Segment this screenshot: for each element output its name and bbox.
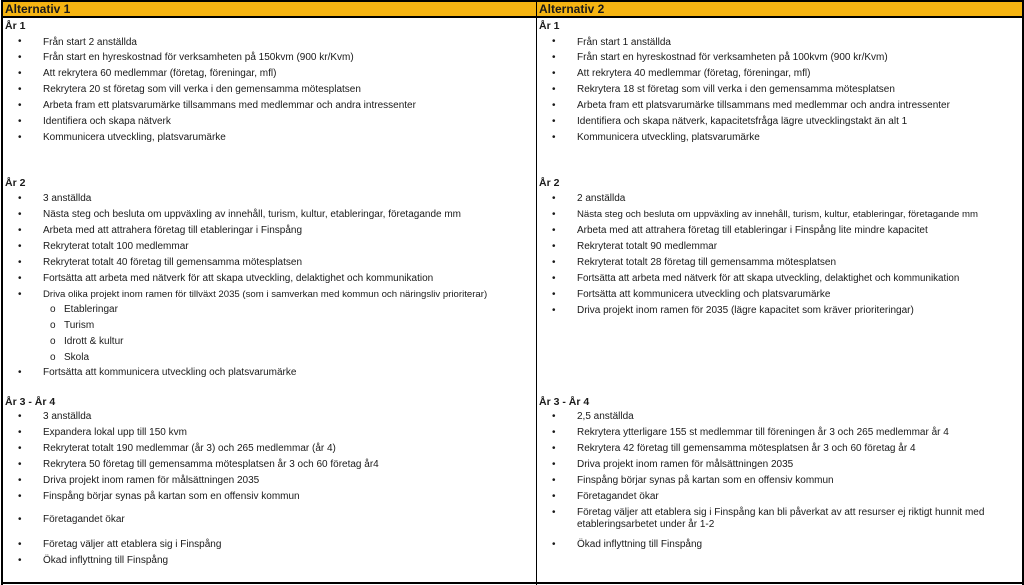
bullet: • (552, 539, 556, 550)
list-item: Rekryterat totalt 28 företag till gemensamma mötesplatsen (577, 257, 837, 268)
list-item: Driva projekt inom ramen för 2035 (lägre kapacitet som kräver prioriteringar) (577, 305, 914, 316)
list-item: Ökad inflyttning till Finspång (577, 539, 703, 550)
bullet: • (18, 273, 22, 284)
sub-list-item: Turism (64, 320, 95, 331)
alt2-year2-heading: År 2 (539, 177, 560, 189)
bullet: • (18, 209, 22, 220)
bullet: • (18, 459, 22, 470)
list-item: Arbeta fram ett platsvarumärke tillsammans med medlemmar och andra intressenter (43, 100, 416, 111)
bullet: • (18, 84, 22, 95)
sub-bullet: o (50, 352, 56, 363)
list-item: Rekryterat totalt 90 medlemmar (577, 241, 718, 252)
list-item: 2 anställda (577, 193, 626, 204)
list-item: Rekrytera 42 företag till gemensamma mötesplatsen år 3 och 60 företag år 4 (577, 443, 916, 454)
sub-bullet: o (50, 336, 56, 347)
bullet: • (18, 193, 22, 204)
alt1-year1-heading: År 1 (5, 20, 26, 32)
sub-list-item: Skola (64, 352, 90, 363)
list-item: Arbeta med att attrahera företag till etableringar i Finspång lite mindre kapacitet (577, 225, 928, 236)
list-item: Rekrytera 50 företag till gemensamma mötesplatsen år 3 och 60 företag år4 (43, 459, 379, 470)
alternative-2-header: Alternativ 2 (537, 0, 1022, 18)
bullet: • (18, 52, 22, 63)
list-item: 3 anställda (43, 411, 92, 422)
bullet: • (552, 443, 556, 454)
bullet: • (552, 459, 556, 470)
bullet: • (552, 257, 556, 268)
bullet: • (18, 132, 22, 143)
list-item: Identifiera och skapa nätverk, kapacitetsfråga lägre utvecklingstakt än alt 1 (577, 116, 908, 127)
list-item: Driva olika projekt inom ramen för tillväxt 2035 (som i samverkan med kommun och näringsliv prioriterar) (43, 289, 488, 300)
bullet: • (18, 411, 22, 422)
list-item: Identifiera och skapa nätverk (43, 116, 171, 127)
table-bottom-border (1, 582, 1024, 584)
bullet: • (552, 273, 556, 284)
list-item: 3 anställda (43, 193, 92, 204)
list-item: Från start en hyreskostnad för verksamheten på 150kvm (900 kr/Kvm) (43, 52, 354, 63)
bullet: • (552, 241, 556, 252)
alt1-year34-heading: År 3 - År 4 (5, 396, 56, 408)
bullet: • (552, 52, 556, 63)
bullet: • (552, 84, 556, 95)
bullet: • (552, 411, 556, 422)
bullet: • (18, 514, 22, 525)
list-item: Rekryterat totalt 100 medlemmar (43, 241, 189, 252)
bullet: • (552, 36, 556, 47)
bullet: • (18, 427, 22, 438)
list-item: Fortsätta att kommunicera utveckling och platsvarumärke (577, 289, 831, 300)
bullet: • (18, 289, 22, 300)
bullet: • (18, 475, 22, 486)
bullet: • (552, 491, 556, 502)
alternative-1-header: Alternativ 1 (3, 0, 536, 18)
bullet: • (18, 555, 22, 566)
bullet: • (552, 427, 556, 438)
list-item: Arbeta med att attrahera företag till etableringar i Finspång (43, 225, 303, 236)
list-item: Rekrytera 20 st företag som vill verka i den gemensamma mötesplatsen (43, 84, 361, 95)
bullet: • (552, 225, 556, 236)
list-item: Från start 2 anställda (43, 37, 137, 48)
list-item: Att rekrytera 40 medlemmar (företag, föreningar, mfl) (577, 68, 811, 79)
list-item: Driva projekt inom ramen för målsättningen 2035 (577, 459, 794, 470)
alt2-year34-heading: År 3 - År 4 (539, 396, 590, 408)
alt2-year1-heading: År 1 (539, 20, 560, 32)
list-item: Kommunicera utveckling, platsvarumärke (43, 132, 226, 143)
list-item: Expandera lokal upp till 150 kvm (43, 427, 187, 438)
bullet: • (18, 225, 22, 236)
bullet: • (552, 68, 556, 79)
list-item: 2,5 anställda (577, 411, 634, 422)
list-item: Fortsätta att arbeta med nätverk för att skapa utveckling, delaktighet och kommunikation (577, 273, 960, 284)
list-item: Arbeta fram ett platsvarumärke tillsammans med medlemmar och andra intressenter (577, 100, 950, 111)
bullet: • (18, 116, 22, 127)
bullet: • (18, 443, 22, 454)
sub-list-item: Etableringar (64, 304, 118, 315)
list-item: Företag väljer att etablera sig i Finspång (43, 539, 222, 550)
list-item: Rekrytera ytterligare 155 st medlemmar till föreningen år 3 och 265 medlemmar år 4 (577, 427, 949, 438)
list-item: Finspång börjar synas på kartan som en offensiv kommun (577, 475, 834, 486)
list-item: Fortsätta att kommunicera utveckling och platsvarumärke (43, 367, 297, 378)
bullet: • (552, 289, 556, 300)
alt1-year2-heading: År 2 (5, 177, 26, 189)
list-item: Företagandet ökar (577, 491, 659, 502)
list-item: Från start en hyreskostnad för verksamheten på 100kvm (900 kr/Kvm) (577, 52, 888, 63)
list-item: Kommunicera utveckling, platsvarumärke (577, 132, 760, 143)
bullet: • (552, 475, 556, 486)
list-item: Ökad inflyttning till Finspång (43, 555, 169, 566)
bullet: • (552, 209, 556, 220)
list-item: Nästa steg och besluta om uppväxling av innehåll, turism, kultur, etableringar, företagande mm (577, 209, 979, 220)
list-item: Nästa steg och besluta om uppväxling av innehåll, turism, kultur, etableringar, företagande mm (43, 209, 462, 220)
bullet: • (552, 305, 556, 316)
list-item: Finspång börjar synas på kartan som en offensiv kommun (43, 491, 300, 502)
bullet: • (552, 193, 556, 204)
list-item: Rekryterat totalt 190 medlemmar (år 3) och 265 medlemmar (år 4) (43, 443, 336, 454)
sub-bullet: o (50, 304, 56, 315)
alternative-2-column (537, 0, 1024, 585)
list-item: Rekryterat totalt 40 företag till gemensamma mötesplatsen (43, 257, 303, 268)
bullet: • (18, 257, 22, 268)
bullet: • (552, 100, 556, 111)
bullet: • (18, 100, 22, 111)
sub-list-item: Idrott & kultur (64, 336, 124, 347)
list-item: Fortsätta att arbeta med nätverk för att skapa utveckling, delaktighet och kommunikation (43, 273, 434, 284)
alternative-1-column (1, 0, 537, 585)
bullet: • (18, 539, 22, 550)
bullet: • (552, 116, 556, 127)
bullet: • (552, 507, 556, 518)
list-item: Driva projekt inom ramen för målsättningen 2035 (43, 475, 260, 486)
bullet: • (552, 132, 556, 143)
list-item: Företagandet ökar (43, 514, 125, 525)
bullet: • (18, 491, 22, 502)
bullet: • (18, 241, 22, 252)
sub-bullet: o (50, 320, 56, 331)
list-item: Från start 1 anställda (577, 37, 671, 48)
list-item: Rekrytera 18 st företag som vill verka i den gemensamma mötesplatsen (577, 84, 895, 95)
list-item: Att rekrytera 60 medlemmar (företag, föreningar, mfl) (43, 68, 277, 79)
list-item: Företag väljer att etablera sig i Finspång kan bli påverkat av att resurser ej riktigt hunnit med etableringsarbetet under år 1-2 (577, 507, 985, 530)
bullet: • (18, 68, 22, 79)
bullet: • (18, 367, 22, 378)
bullet: • (18, 36, 22, 47)
